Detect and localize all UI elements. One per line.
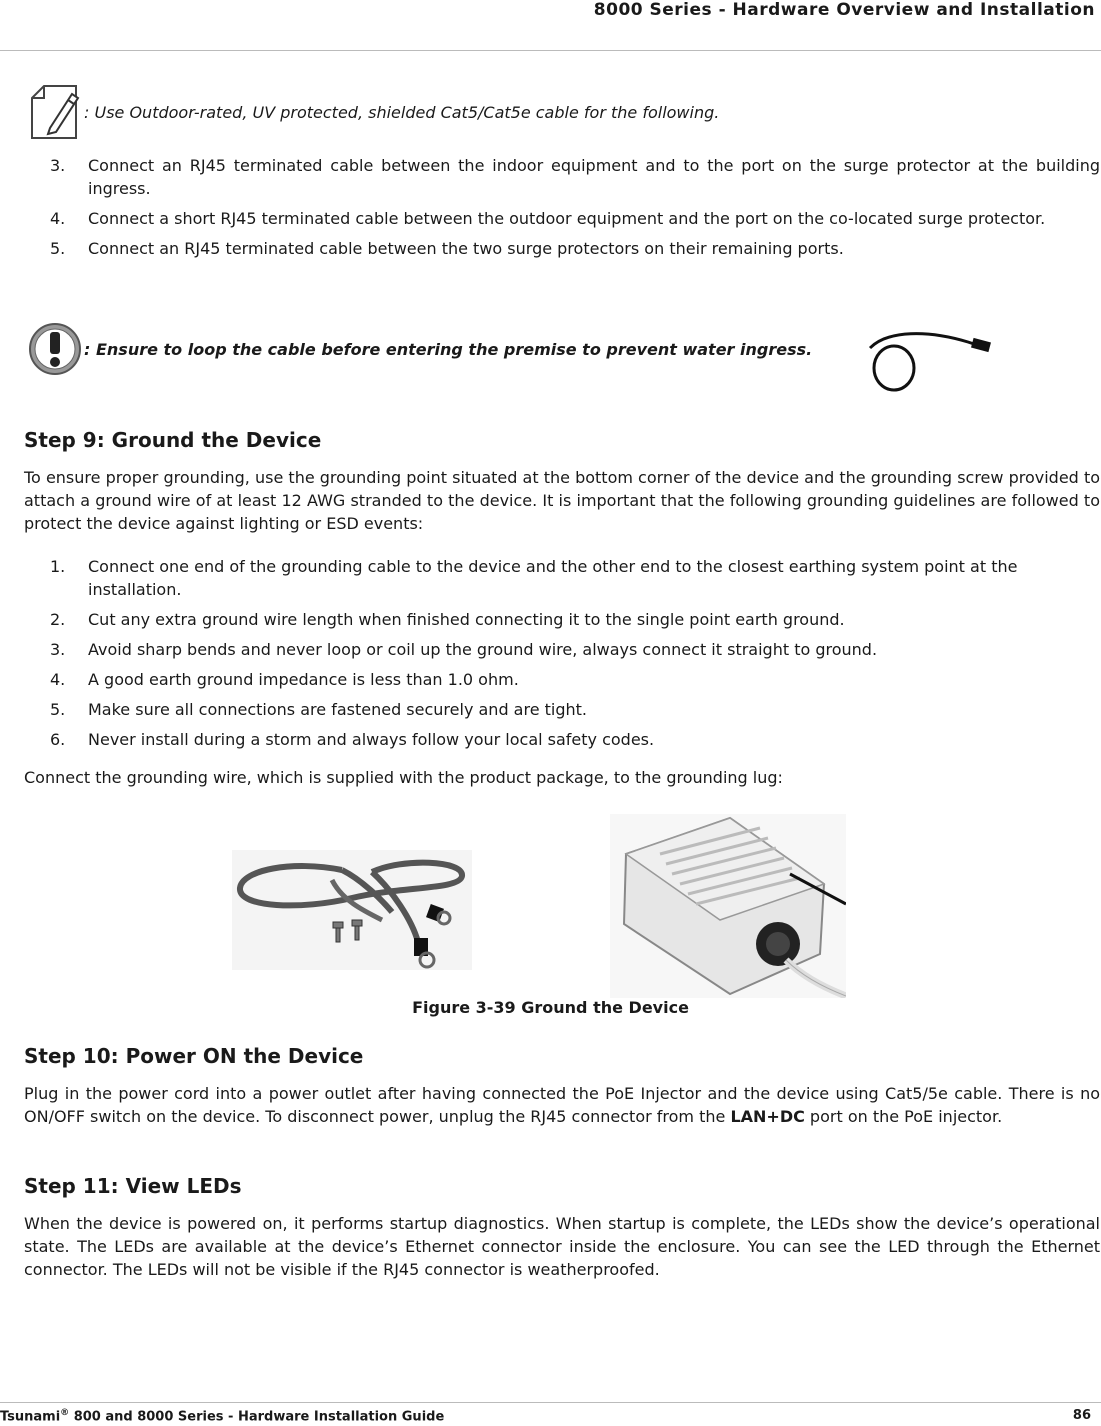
list-item — [50, 608, 1100, 631]
list-item — [50, 207, 1100, 230]
list-text: A good earth ground impedance is less than 1.0 ohm. — [88, 670, 519, 689]
note-callout — [28, 84, 719, 140]
lan-dc-port-label: LAN+DC — [730, 1107, 805, 1126]
page-number: 86 — [1072, 1408, 1091, 1423]
list-number: 3. — [50, 156, 66, 175]
outdoor-device-image — [610, 814, 846, 998]
list-text: Avoid sharp bends and never loop or coil up the ground wire, always connect it straight to ground. — [88, 640, 878, 659]
list-item — [50, 555, 1100, 601]
list-text: Connect an RJ45 terminated cable between the two surge protectors on their remaining ports. — [88, 239, 844, 258]
page-header-title: 8000 Series - Hardware Overview and Installation — [593, 0, 1095, 20]
step9-intro: To ensure proper grounding, use the grounding point situated at the bottom corner of the device and the grounding screw provided to attach a ground wire of at least 12 AWG stranded to the device. It is important that the following grounding guidelines are followed to protect the device against lighting or ESD events: — [24, 468, 1100, 533]
note-text: : Use Outdoor-rated, UV protected, shielded Cat5/Cat5e cable for the following. — [84, 102, 720, 122]
warning-callout — [28, 322, 812, 376]
list-text: Make sure all connections are fastened securely and are tight. — [88, 700, 588, 719]
list-text: Cut any extra ground wire length when finished connecting it to the single point earth ground. — [88, 610, 845, 629]
cable-loop-illustration — [868, 326, 998, 394]
figure-caption: Figure 3-39 Ground the Device — [412, 998, 689, 1017]
step9-outro: Connect the grounding wire, which is supplied with the product package, to the grounding lug: — [24, 768, 783, 787]
list-text: Never install during a storm and always follow your local safety codes. — [88, 730, 655, 749]
list-item — [50, 728, 1100, 751]
footer-guide-title: Tsunami® 800 and 8000 Series - Hardware Installation Guide — [0, 1408, 445, 1425]
list-number: 6. — [50, 730, 66, 749]
list-number: 5. — [50, 239, 66, 258]
list-item — [50, 237, 1100, 260]
list-number: 2. — [50, 610, 66, 629]
step11-paragraph: When the device is powered on, it performs startup diagnostics. When startup is complete, the LEDs show the device’s operational state. The LEDs are available at the device’s Ethernet connector inside the enclosure. You can see the LED through the Ethernet connector. The LEDs will not be visible if the RJ45 connector is weatherproofed. — [24, 1214, 1100, 1279]
list-text: Connect a short RJ45 terminated cable between the outdoor equipment and the port on the co-located surge protector. — [88, 209, 1046, 228]
grounding-guidelines-list — [50, 555, 1100, 758]
footer-divider — [0, 1402, 1101, 1403]
list-item — [50, 154, 1100, 200]
step9-heading: Step 9: Ground the Device — [24, 428, 322, 452]
cable-steps-list — [50, 154, 1100, 267]
list-number: 4. — [50, 670, 66, 689]
list-item — [50, 668, 1100, 691]
list-number: 1. — [50, 557, 66, 576]
ground-cable-image — [232, 850, 472, 970]
pencil-note-icon — [28, 84, 82, 140]
list-text: Connect one end of the grounding cable to the device and the other end to the closest earthing system point at the installation. — [88, 557, 1018, 599]
list-number: 3. — [50, 640, 66, 659]
warning-text: : Ensure to loop the cable before entering the premise to prevent water ingress. — [84, 339, 813, 359]
list-number: 4. — [50, 209, 66, 228]
step10-heading: Step 10: Power ON the Device — [24, 1044, 364, 1068]
step11-heading: Step 11: View LEDs — [24, 1174, 242, 1198]
list-number: 5. — [50, 700, 66, 719]
list-item — [50, 638, 1100, 661]
list-item — [50, 698, 1100, 721]
step10-paragraph: Plug in the power cord into a power outlet after having connected the PoE Injector and the device using Cat5/5e cable. There is no ON/OFF switch on the device. To disconnect power, unplug the RJ45 connector from the LAN+DC port on the PoE injector. — [24, 1084, 1100, 1126]
list-text: Connect an RJ45 terminated cable between the indoor equipment and to the port on the surge protector at the building ingress. — [88, 156, 1100, 198]
warning-exclamation-icon — [28, 322, 82, 376]
header-divider — [0, 50, 1101, 51]
